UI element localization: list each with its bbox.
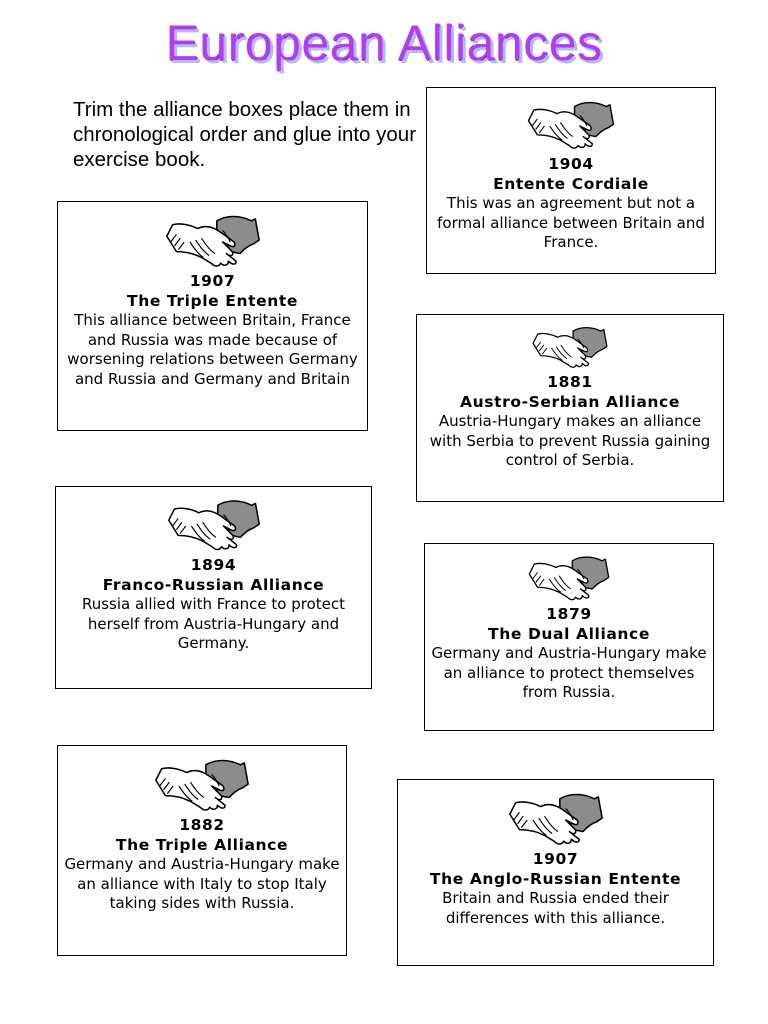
alliance-year: 1881 (547, 373, 593, 391)
alliance-description: This was an agreement but not a formal alliance between Britain and France. (437, 194, 705, 252)
handshake-icon (163, 213, 263, 271)
alliance-name: Franco-Russian Alliance (102, 576, 325, 594)
alliance-year: 1882 (179, 816, 225, 834)
alliance-name: The Anglo-Russian Entente (429, 870, 682, 888)
alliance-name: The Triple Alliance (115, 836, 289, 854)
alliance-year: 1907 (532, 850, 579, 868)
handshake-icon (152, 757, 252, 815)
alliance-description: Germany and Austria-Hungary make an alliance to protect themselves from Russia. (431, 644, 707, 702)
handshake-icon (525, 98, 617, 154)
alliance-card-entente-cordiale (426, 87, 716, 274)
alliance-name: The Dual Alliance (488, 625, 650, 643)
alliance-name: The Triple Entente (127, 292, 298, 310)
handshake-icon (506, 791, 606, 849)
alliance-description: Britain and Russia ended their differences with this alliance. (442, 889, 669, 927)
alliance-card-franco-russian (55, 486, 372, 689)
alliance-year: 1879 (546, 605, 592, 623)
alliance-year: 1894 (190, 556, 237, 574)
alliance-card-triple-entente (57, 201, 368, 431)
alliance-name: Entente Cordiale (493, 175, 649, 193)
instructions-text: Trim the alliance boxes place them in chronological order and glue into your exercise book. (73, 98, 417, 171)
handshake-icon (526, 554, 612, 604)
alliance-year: 1907 (189, 272, 236, 290)
handshake-icon (165, 497, 263, 555)
alliance-card-dual-alliance (424, 543, 714, 731)
alliance-card-austro-serbian (416, 314, 724, 502)
alliance-description: Germany and Austria-Hungary make an alliance with Italy to stop Italy taking sides with Russia. (64, 855, 340, 913)
alliance-description: This alliance between Britain, France and Russia was made because of worsening relations between Germany and Russia and Germany and Britain (67, 311, 358, 388)
page-title: European Alliances (165, 15, 603, 71)
alliance-card-triple-alliance (57, 745, 347, 956)
alliance-card-anglo-russian (397, 779, 714, 966)
alliance-description: Austria-Hungary makes an alliance with Serbia to prevent Russia gaining control of Serbia. (429, 412, 711, 470)
alliance-year: 1904 (548, 155, 594, 173)
handshake-icon (530, 324, 610, 372)
alliance-name: Austro-Serbian Alliance (460, 393, 680, 411)
alliance-description: Russia allied with France to protect herself from Austria-Hungary and Germany. (81, 595, 346, 653)
